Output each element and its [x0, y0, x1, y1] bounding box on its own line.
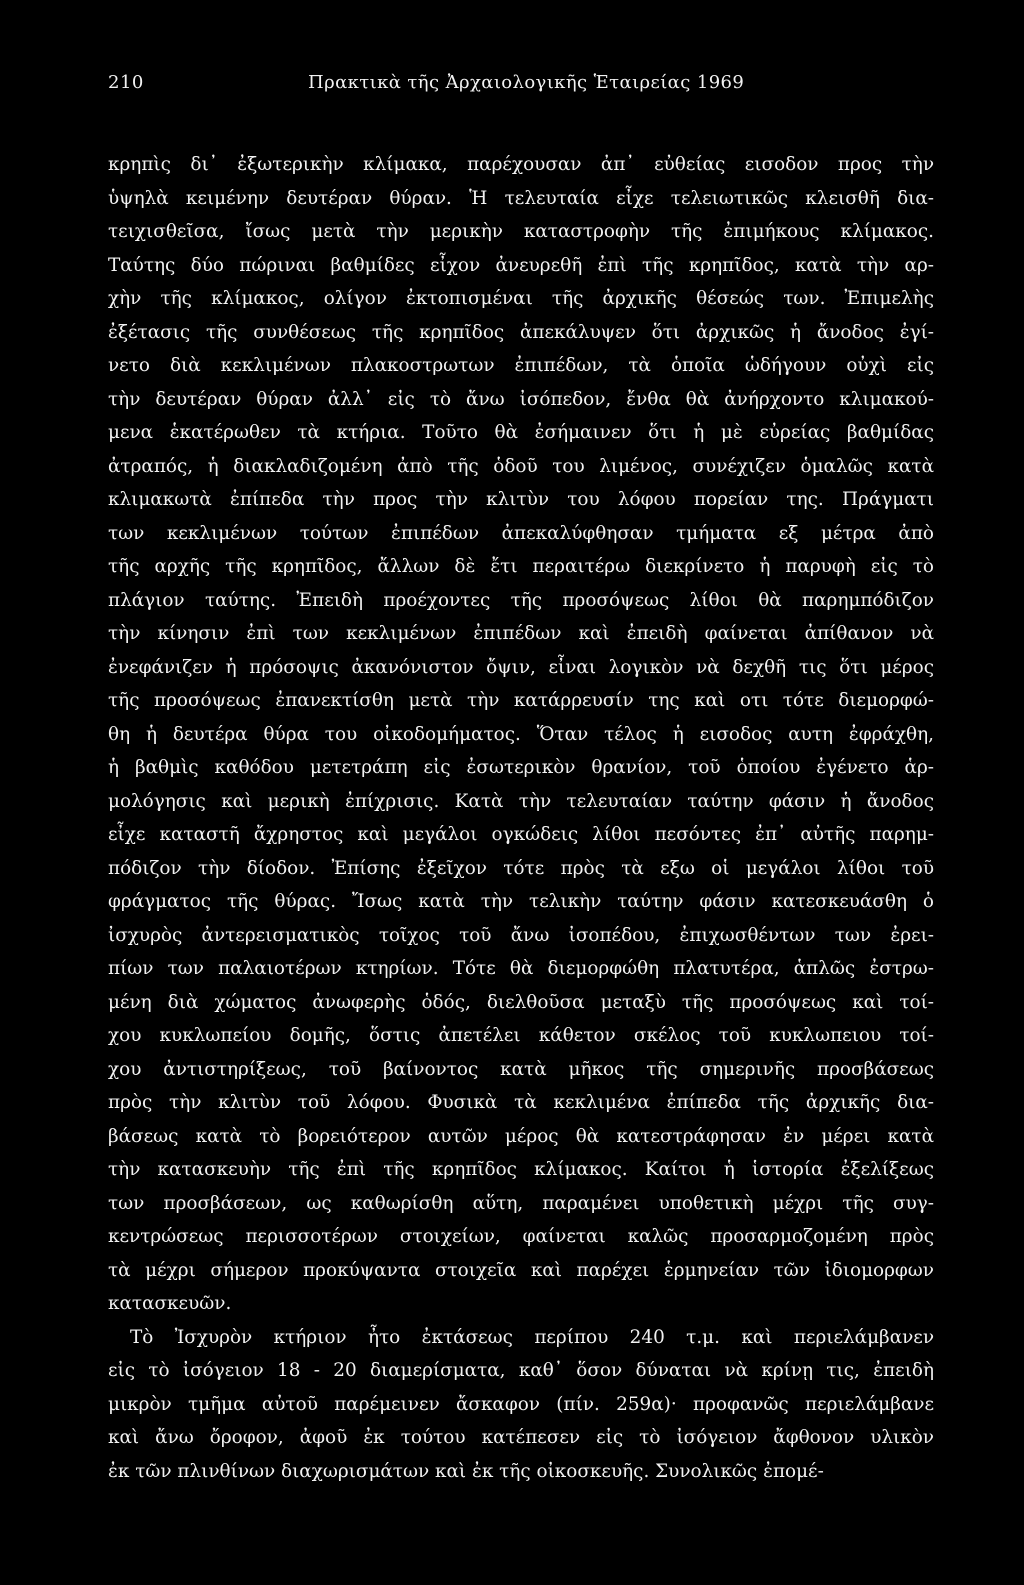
text-line: τῆς αρχῆς τῆς κρηπῖδος, ἄλλων δὲ ἔτι περαιτέρω διεκρίνετο ἡ παρυφὴ εἰς τὸ	[108, 556, 934, 577]
text-line: μικρὸν τμῆμα αὐτοῦ παρέμεινεν ἄσκαφον (πίν. 259α)· προφανῶς περιελάμβανε	[108, 1393, 934, 1415]
text-line: ὑψηλὰ κειμένην δευτέραν θύραν. Ἡ τελευταία εἶχε τελειωτικῶς κλεισθῆ δια-	[108, 187, 934, 209]
text-line: μενα ἑκατέρωθεν τὰ κτήρια. Τοῦτο θὰ ἐσήμαινεν ὅτι ἡ μὲ εὐρείας βαθμίδας	[108, 422, 934, 443]
text-line: ἐξέτασις τῆς συνθέσεως τῆς κρηπῖδος ἀπεκάλυψεν ὅτι ἀρχικῶς ἡ ἄνοδος ἐγί-	[108, 321, 934, 343]
text-line: ἰσχυρὸς ἀντερεισματικὸς τοῖχος τοῦ ἄνω ἰσοπέδου, ἐπιχωσθέντων των ἐρει-	[108, 924, 934, 946]
text-line: ἡ βαθμὶς καθόδου μετετράπη εἰς ἐσωτερικὸν θρανίον, τοῦ ὁποίου ἐγένετο ἁρ-	[108, 757, 934, 778]
paragraph	[108, 148, 934, 1321]
document-page	[108, 72, 934, 1488]
text-line: ἐνεφάνιζεν ἡ πρόσοψις ἀκανόνιστον ὄψιν, εἶναι λογικὸν νὰ δεχθῆ τις ὅτι μέρος	[108, 656, 934, 678]
text-line: μολόγησις καὶ μερικὴ ἐπίχρισις. Κατὰ τὴν τελευταίαν ταύτην φάσιν ἡ ἄνοδος	[108, 790, 934, 812]
text-line: των κεκλιμένων τούτων ἐπιπέδων ἀπεκαλύφθησαν τμήματα εξ μέτρα ἀπὸ	[108, 522, 934, 544]
text-line: φράγματος τῆς θύρας. Ἴσως κατὰ τὴν τελικὴν ταύτην φάσιν κατεσκευάσθη ὁ	[108, 891, 934, 912]
text-line: Τὸ Ἰσχυρὸν κτήριον ἦτο ἐκτάσεως περίπου 240 τ.μ. καὶ περιελάμβανεν	[130, 1326, 934, 1348]
text-line: εἰς τὸ ἰσόγειον 18 - 20 διαμερίσματα, καθ᾽ ὅσον δύναται νὰ κρίνῃ τις, ἐπειδὴ	[108, 1360, 934, 1381]
text-line: τὴν δευτέραν θύραν ἀλλ᾽ εἰς τὸ ἄνω ἰσόπεδον, ἔνθα θὰ ἀνήρχοντο κλιμακού-	[108, 388, 934, 410]
text-line: εἶχε καταστῆ ἄχρηστος καὶ μεγάλοι ογκώδεις λίθοι πεσόντες ἐπ᾽ αὐτῆς παρημ-	[108, 824, 934, 845]
text-line: πρὸς τὴν κλιτὺν τοῦ λόφου. Φυσικὰ τὰ κεκλιμένα ἐπίπεδα τῆς ἀρχικῆς δια-	[108, 1092, 934, 1113]
text-line: κλιμακωτὰ ἐπίπεδα τὴν προς τὴν κλιτὺν του λόφου πορείαν της. Πράγματι	[108, 489, 934, 510]
text-line: ἐκ τῶν πλινθίνων διαχωρισμάτων καὶ ἐκ τῆς οἰκοσκευῆς. Συνολικῶς ἐπομέ-	[108, 1460, 824, 1482]
text-line: χου ἀντιστηρίξεως, τοῦ βαίνοντος κατὰ μῆκος τῆς σημερινῆς προσβάσεως	[108, 1058, 934, 1080]
text-line: των προσβάσεων, ως καθωρίσθη αὕτη, παραμένει υποθετικὴ μέχρι τῆς συγ-	[108, 1192, 934, 1214]
text-line: τὰ μέχρι σήμερον προκύψαντα στοιχεῖα καὶ παρέχει ἑρμηνείαν τῶν ἰδιομορφων	[108, 1259, 934, 1281]
text-line: τῆς προσόψεως ἐπανεκτίσθη μετὰ τὴν κατάρρευσίν της καὶ οτι τότε διεμορφώ-	[108, 690, 934, 711]
text-line: τὴν κατασκευὴν τῆς ἐπὶ τῆς κρηπῖδος κλίμακος. Καίτοι ἡ ἱστορία ἐξελίξεως	[108, 1159, 934, 1180]
text-line: πίων των παλαιοτέρων κτηρίων. Τότε θὰ διεμορφώθη πλατυτέρα, ἁπλῶς ἐστρω-	[108, 958, 934, 979]
text-line: πλάγιον ταύτης. Ἐπειδὴ προέχοντες τῆς προσόψεως λίθοι θὰ παρημπόδιζον	[108, 589, 934, 611]
body-text	[108, 148, 934, 1488]
running-title: Πρακτικὰ τῆς Ἀρχαιολογικῆς Ἑταιρείας 1969	[308, 72, 745, 93]
text-line: κεντρώσεως περισσοτέρων στοιχείων, φαίνεται καλῶς προσαρμοζομένη πρὸς	[108, 1226, 934, 1247]
text-line: κατασκευῶν.	[108, 1293, 232, 1314]
text-line: πόδιζον τὴν δίοδον. Ἐπίσης ἐξεῖχον τότε πρὸς τὰ εξω οἱ μεγάλοι λίθοι τοῦ	[108, 857, 934, 879]
text-line: τειχισθεῖσα, ἴσως μετὰ τὴν μερικὴν καταστροφὴν τῆς ἐπιμήκους κλίμακος.	[108, 221, 934, 242]
page-number: 210	[108, 72, 144, 93]
text-line: ἀτραπός, ἡ διακλαδιζομένη ἀπὸ τῆς ὁδοῦ του λιμένος, συνέχιζεν ὁμαλῶς κατὰ	[108, 455, 934, 477]
page-header	[108, 72, 934, 108]
text-line: Ταύτης δύο πώριναι βαθμίδες εἶχον ἀνευρεθῆ ἐπὶ τῆς κρηπῖδος, κατὰ τὴν αρ-	[108, 254, 934, 276]
text-line: χὴν τῆς κλίμακος, ολίγον ἐκτοπισμέναι τῆς ἀρχικῆς θέσεώς των. Ἐπιμελὴς	[108, 288, 934, 309]
text-line: μένη διὰ χώματος ἀνωφερὴς ὁδός, διελθοῦσα μεταξὺ τῆς προσόψεως καὶ τοί-	[108, 991, 934, 1013]
text-line: χου κυκλωπείου δομῆς, ὅστις ἀπετέλει κάθετον σκέλος τοῦ κυκλωπειου τοί-	[108, 1025, 934, 1046]
text-line: καὶ ἄνω ὄροφον, ἀφοῦ ἐκ τούτου κατέπεσεν εἰς τὸ ἰσόγειον ἄφθονον υλικὸν	[108, 1427, 934, 1448]
text-line: κρηπὶς δι᾽ ἐξωτερικὴν κλίμακα, παρέχουσαν ἀπ᾽ εὐθείας εισοδον προς τὴν	[108, 154, 934, 175]
text-line: βάσεως κατὰ τὸ βορειότερον αυτῶν μέρος θὰ κατεστράφησαν ἐν μέρει κατὰ	[108, 1125, 934, 1147]
text-line: θη ἡ δευτέρα θύρα του οἰκοδομήματος. Ὅταν τέλος ἡ εισοδος αυτη ἐφράχθη,	[108, 723, 934, 745]
text-line: τὴν κίνησιν ἐπὶ των κεκλιμένων ἐπιπέδων καὶ ἐπειδὴ φαίνεται ἀπίθανον νὰ	[108, 623, 934, 644]
paragraph	[108, 1321, 934, 1489]
text-line: νετο διὰ κεκλιμένων πλακοστρωτων ἐπιπέδων, τὰ ὁποῖα ὡδήγουν οὐχὶ εἰς	[108, 355, 934, 376]
